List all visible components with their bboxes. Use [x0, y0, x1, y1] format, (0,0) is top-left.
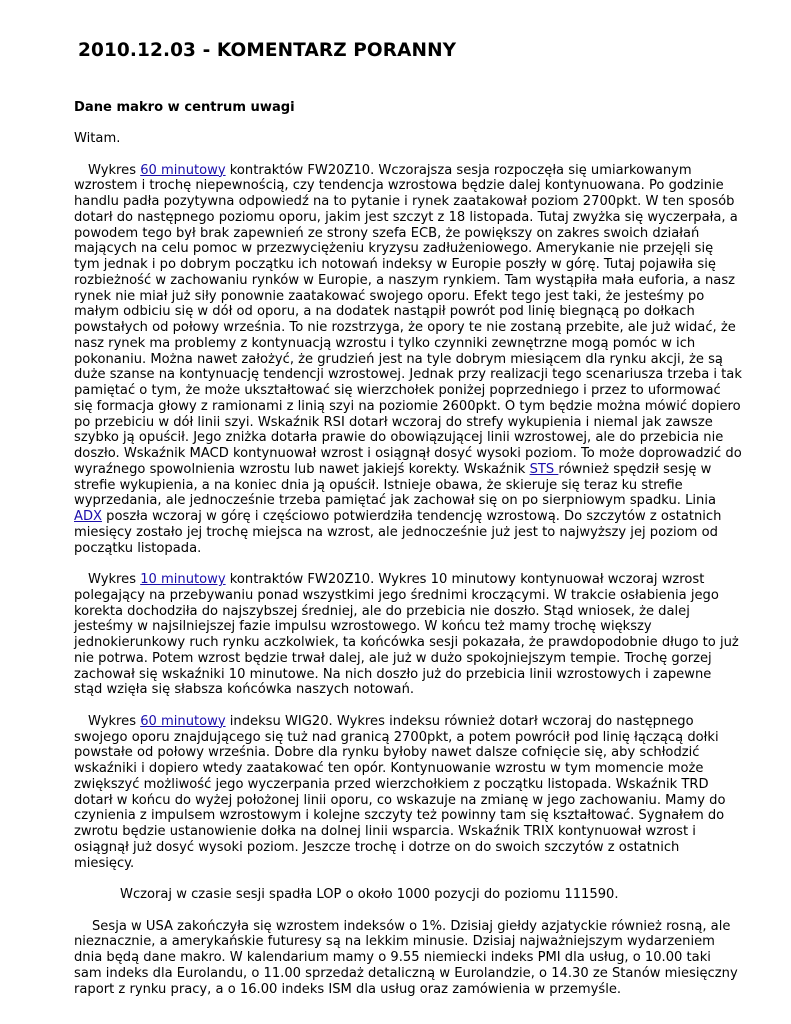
- article-body: [74, 100, 742, 1013]
- text: Wykres: [88, 162, 141, 178]
- link-60-minutowy-wig20[interactable]: 60 minutowy: [140, 713, 226, 729]
- greeting: Witam.: [74, 130, 121, 146]
- page-title: 2010.12.03 - KOMENTARZ PORANNY: [78, 40, 457, 61]
- text: indeksu WIG20. Wykres indeksu również dotarł wczoraj do następnego swojego oporu znajdującego się tuż nad granicą 2700pkt, a potem powrócił pod linię łączącą dołki powstałe od połowy września. Dobre dla rynku byłoby nawet dalsze cofnięcie się, aby schłodzić wskaźniki i dopiero wtedy zaatakować ten opór. Kontynuowanie wzrostu w tym momencie może zwiększyć możliwość jego wyczerpania przed wierzchołkiem z początku listopada. Wskaźnik TRD dotarł w końcu do wyżej położonej linii oporu, co wskazuje na zmianę w jego zachowaniu. Mamy do czynienia z impulsem wzrostowym i kolejne szczyty też powinny tam się kształtować. Sygnałem do zwrotu będzie ustanowienie dołka na dolnej linii wsparcia. Wskaźnik TRIX kontynuował wzrost i osiągnął już dosyć wysoki poziom. Jeszcze trochę i dotrze on do swoich szczytów z ostatnich miesięcy.: [74, 713, 726, 871]
- text: kontraktów FW20Z10. Wykres 10 minutowy kontynuował wczoraj wzrost polegający na przebywaniu ponad wszystkimi jego średnimi kroczącymi. W trakcie osłabienia jego korekta dochodziła do najszybszej średniej, ale do przebicia nie doszło. Stąd wniosek, że dalej jesteśmy w najsilniejszej fazie impulsu wzrostowego. W końcu też mamy trochę większy jednokierunkowy ruch rynku aczkolwiek, ta końcówka sesji pokazała, że prawdopodobnie długo to już nie potrwa. Potem wzrost będzie trwał dalej, ale już w dużo spokojniejszym tempie. Trochę gorzej zachował się wskaźniki 10 minutowe. Na nich doszło już do przebicia linii wzrostowych i zapewne stąd wzięła się słabsza końcówka naszych notowań.: [74, 572, 739, 698]
- link-60-minutowy-fw20[interactable]: 60 minutowy: [140, 162, 226, 178]
- text: kontraktów FW20Z10. Wczorajsza sesja rozpoczęła się umiarkowanym wzrostem i trochę niepewnością, czy tendencja wzrostowa będzie dalej kontynuowana. Po godzinie handlu padła pozytywna odpowiedź na to pytanie i rynek zaatakował poziom 2700pkt. W ten sposób dotarł do następnego poziomu oporu, jakim jest szczyt z 18 listopada. Tutaj zwyżka się wyczerpała, a powodem tego był brak zapewnień ze strony szefa ECB, że powiększy on zakres swoich działań mających na celu pomoc w przezwyciężeniu kryzysu zadłużeniowego. Amerykanie nie przejęli się tym jednak i po dobrym początku ich notowań indeksy w Europie poszły w górę. Tutaj pojawiła się rozbieżność w zachowaniu rynków w Europie, a naszym rynkiem. Tam wystąpiła mała euforia, a nasz rynek nie miał już siły ponownie zaatakować swojego oporu. Efekt tego jest taki, że jesteśmy po małym odbiciu się w dół od oporu, a na dodatek nastąpił powrót pod linię biegnącą po dołkach powstałych od połowy września. To nie rozstrzyga, że opory te nie zostaną przebite, ale już widać, że nasz rynek ma problemy z kontynuacją wzrostu i tylko czynniki zewnętrzne mogą pomóc w ich pokonaniu. Można nawet założyć, że grudzień jest na tyle dobrym miesiącem dla rynku akcji, że są duże szanse na kontynuację tendencji wzrostowej. Jednak przy realizacji tego scenariusza trzeba i tak pamiętać o tym, że może ukształtować się wierzchołek poniżej poprzedniego i przez to uformować się formacja głowy z ramionami z linią szyi na poziomie 2600pkt. O tym będzie można mówić dopiero po przebiciu w dół linii szyi. Wskaźnik RSI dotarł wczoraj do strefy wykupienia i niemal jak zawsze szybko ją opuścił. Jego zniżka dotarła prawie do obowiązującej linii wzrostowej, ale do przebicia nie doszło. Wskaźnik MACD kontynuował wzrost i osiągnął dosyć wysoki poziom. To może doprowadzić do wyraźnego spowolnienia wzrostu lub nawet jakiejś korekty. Wskaźnik: [74, 162, 742, 477]
- paragraph-fw20-60min: [74, 163, 742, 557]
- link-adx[interactable]: ADX: [74, 509, 103, 524]
- text: Wykres: [88, 572, 141, 587]
- paragraph-fw20-10min: [74, 572, 742, 698]
- text: poszła wczoraj w górę i częściowo potwierdziła tendencję wzrostową. Do szczytów z ostatnich miesięcy zostało jej trochę miejsca na wzrost, ale jednocześnie już jest to najwyższy jej poziom od początku listopada.: [74, 509, 722, 556]
- paragraph-usa-session: Sesja w USA zakończyła się wzrostem indeksów o 1%. Dzisiaj giełdy azjatyckie również rosną, ale nieznacznie, a amerykańskie futuresy są na lekkim minusie. Dzisiaj najważniejszym wydarzeniem dnia będą dane makro. W kalendarium mamy o 9.55 niemiecki indeks PMI dla usług, o 10.00 taki sam indeks dla Eurolandu, o 11.00 sprzedaż detaliczną w Eurolandzie, o 14.30 ze Stanów miesięczny raport z rynku pracy, a o 16.00 indeks ISM dla usług oraz zamówienia w przemyśle.: [74, 918, 738, 997]
- text: Wykres: [88, 713, 141, 729]
- paragraph-wig20-60min: [74, 714, 742, 872]
- paragraph-lop: Wczoraj w czasie sesji spadła LOP o około 1000 pozycji do poziomu 111590.: [120, 887, 619, 902]
- link-sts[interactable]: STS: [529, 461, 559, 477]
- section-heading: Dane makro w centrum uwagi: [74, 100, 295, 115]
- text: również spędził sesję w strefie wykupienia, a na koniec dnia ją opuścił. Istnieje obawa, że skieruje się teraz ku strefie wyprzedania, ale jednocześnie trzeba pamiętać jak zachował się on po sierpniowym spadku. Linia: [74, 461, 717, 509]
- link-10-minutowy[interactable]: 10 minutowy: [140, 572, 226, 587]
